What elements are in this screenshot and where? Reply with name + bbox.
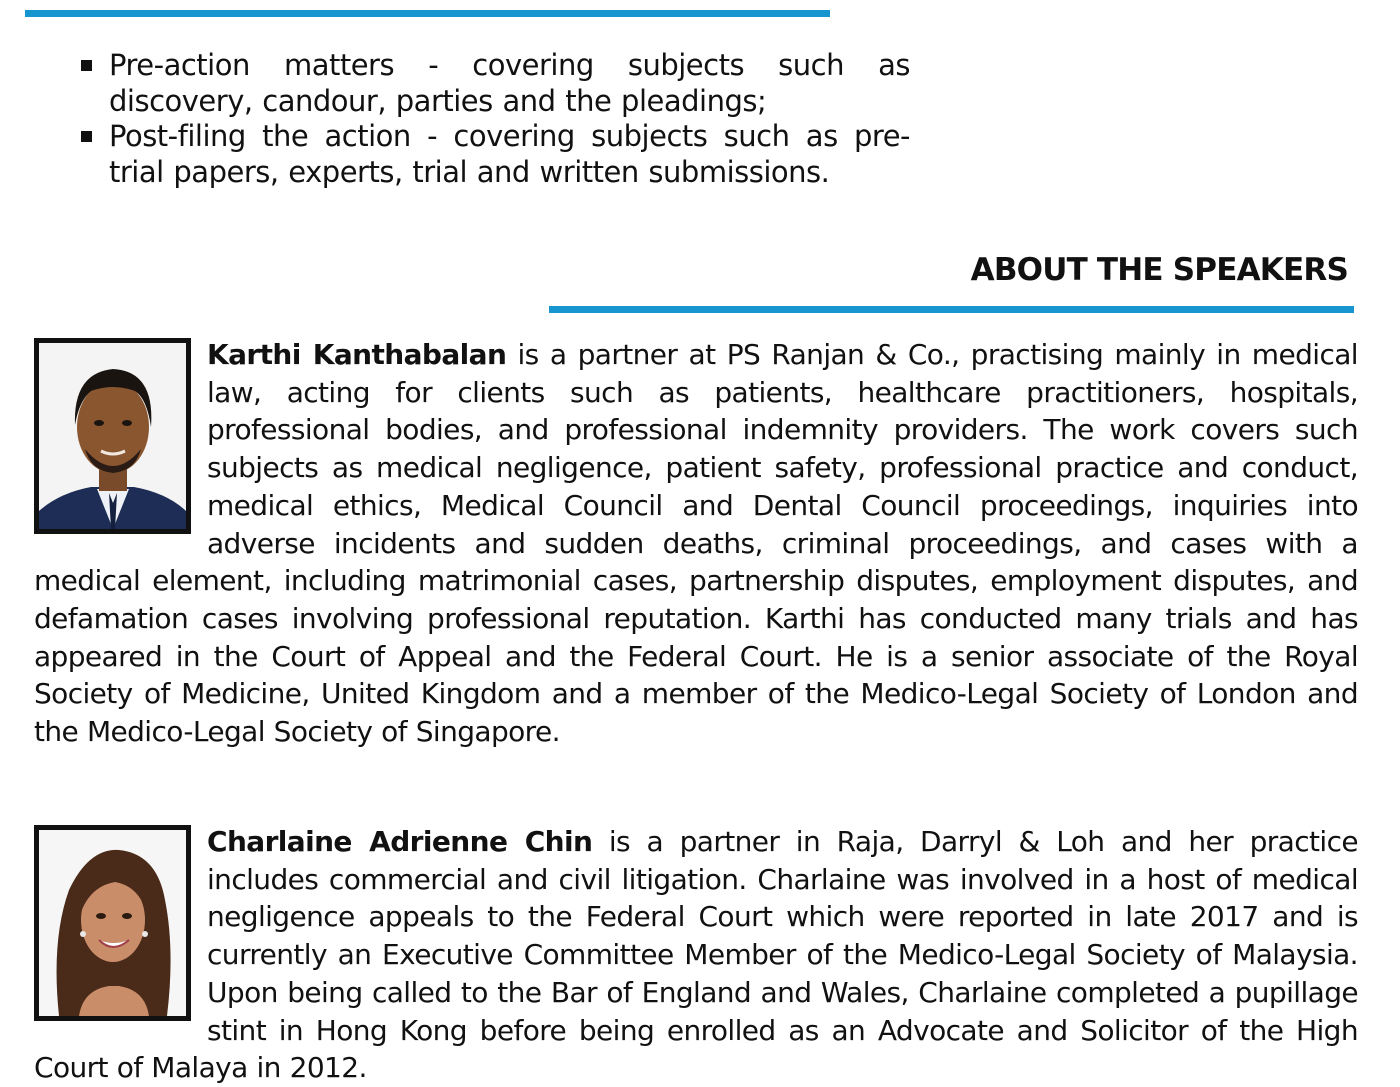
topics-bullet-list [78,48,910,190]
bullet-text: Post-filing the action - covering subjects such as pre-trial papers, experts, trial and written submissions. [109,119,910,189]
list-item [78,119,910,190]
list-item [78,48,910,119]
speaker-profile-charlaine [34,823,1358,1087]
square-bullet-icon [81,60,92,71]
speaker-profile-karthi [34,336,1358,751]
speaker-bio-text: is a partner at PS Ranjan & Co., practising mainly in medical law, acting for clients such as patients, healthcare practitioners, hospitals, professional bodies, and professional indemnity providers. The work covers such subjects as medical negligence, patient safety, professional practice and conduct, medical ethics, Medical Council and Dental Council proceedings, inquiries into adverse incidents and sudden deaths, criminal proceedings, and cases with a medical element, including matrimonial cases, partnership disputes, employment disputes, and defamation cases involving professional reputation. Karthi has conducted many trials and has appeared in the Court of Appeal and the Federal Court. He is a senior associate of the Royal Society of Medicine, United Kingdom and a member of the Medico-Legal Society of London and the Medico-Legal Society of Singapore. [34,338,1358,749]
speaker-bio [34,823,1358,1087]
section-title: ABOUT THE SPEAKERS [970,252,1348,288]
speaker-bio [34,336,1358,751]
portrait-woman-icon [39,830,186,1016]
square-bullet-icon [81,131,92,142]
speaker-photo [34,825,191,1021]
portrait-man-icon [39,343,186,529]
bullet-text: Pre-action matters - covering subjects such as discovery, candour, parties and the pleadings; [109,48,910,118]
speaker-name: Charlaine Adrienne Chin [207,825,593,858]
speaker-name: Karthi Kanthabalan [207,338,507,371]
top-divider-rule [25,10,830,17]
speaker-photo [34,338,191,534]
speaker-bio-text: is a partner in Raja, Darryl & Loh and her practice includes commercial and civil litigation. Charlaine was involved in a host of medical negligence appeals to the Federal Court which were reported in late 2017 and is currently an Executive Committee Member of the Medico-Legal Society of Malaysia. Upon being called to the Bar of England and Wales, Charlaine completed a pupillage stint in Hong Kong before being enrolled as an Advocate and Solicitor of the High Court of Malaya in 2012. [34,825,1358,1085]
section-divider-rule [549,306,1354,313]
